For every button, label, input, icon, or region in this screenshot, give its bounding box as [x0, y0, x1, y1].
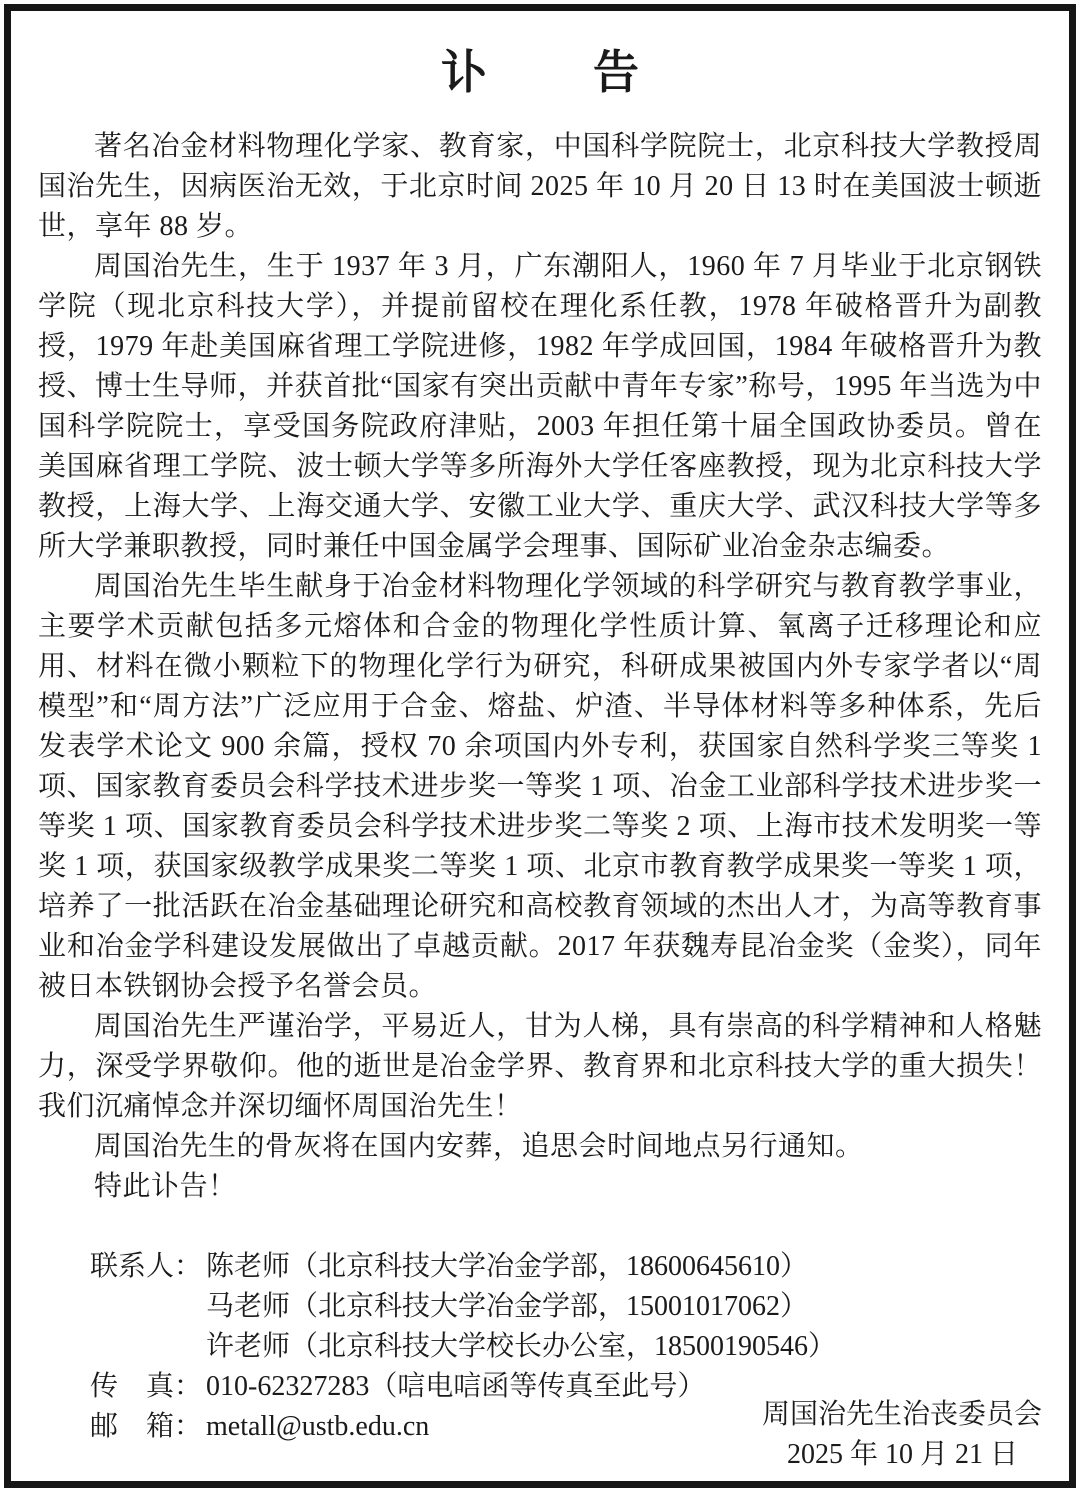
contact-row-ma [38, 1287, 1042, 1327]
notice-content [11, 11, 1069, 1481]
paragraph-burial-notice: 周国治先生的骨灰将在国内安葬，追思会时间地点另行通知。 [94, 1131, 864, 1162]
contact-indent [38, 1247, 90, 1287]
contact-label: 联系人： [90, 1251, 203, 1282]
signature-committee: 周国治先生治丧委员会 [761, 1399, 1042, 1430]
fax-value: 010-62327283（唁电唁函等传真至此号） [206, 1371, 706, 1402]
contact-value-xu: 许老师（北京科技大学校长办公室，18500190546） [206, 1331, 837, 1362]
contact-row-xu [38, 1327, 1042, 1367]
paragraph-tribute: 周国治先生严谨治学，平易近人，甘为人梯，具有崇高的科学精神和人格魅力，深受学界敬仰。他的逝世是冶金学界、教育界和北京科技大学的重大损失！我们沉痛悼念并深切缅怀周国治先生！ [38, 1011, 1042, 1122]
contact-label-spacer [90, 1327, 206, 1367]
email-label: 邮 箱： [90, 1411, 203, 1442]
contact-indent [38, 1287, 90, 1327]
paragraph-death-announcement: 著名冶金材料物理化学家、教育家，中国科学院院士，北京科技大学教授周国治先生，因病医治无效，于北京时间 2025 年 10 月 20 日 13 时在美国波士顿逝世，享年 88 岁。 [38, 131, 1042, 242]
contact-label-spacer [90, 1287, 206, 1327]
contact-value-ma: 马老师（北京科技大学冶金学部，15001017062） [206, 1291, 809, 1322]
notice-body [38, 127, 1042, 1207]
signature-block [762, 1395, 1042, 1475]
contact-indent [38, 1327, 90, 1367]
title-char-left: 讣 [441, 47, 487, 98]
notice-title [38, 45, 1042, 101]
paragraph-closing: 特此讣告！ [94, 1171, 237, 1202]
contact-indent [38, 1407, 90, 1447]
contact-indent [38, 1367, 90, 1407]
title-char-right: 告 [593, 47, 639, 98]
contact-row-chen [38, 1247, 1042, 1287]
fax-label: 传 真： [90, 1371, 203, 1402]
email-value: metall@ustb.edu.cn [206, 1411, 430, 1442]
contact-value-chen: 陈老师（北京科技大学冶金学部，18600645610） [206, 1251, 809, 1282]
paragraph-achievements: 周国治先生毕生献身于冶金材料物理化学领域的科学研究与教育教学事业，主要学术贡献包括多元熔体和合金的物理化学性质计算、氧离子迁移理论和应用、材料在微小颗粒下的物理化学行为研究，科研成果被国内外专家学者以“周模型”和“周方法”广泛应用于合金、熔盐、炉渣、半导体材料等多种体系，先后发表学术论文 900 余篇，授权 70 余项国内外专利，获国家自然科学奖三等奖 1 项、国家教育委员会科学技术进步奖一等奖 1 项、冶金工业部科学技术进步奖一等奖 1 项、国家教育委员会科学技术进步奖二等奖 2 项、上海市技术发明奖一等奖 1 项，获国家级教学成果奖二等奖 1 项、北京市教育教学成果奖一等奖 1 项，培养了一批活跃在冶金基础理论研究和高校教育领域的杰出人才，为高等教育事业和冶金学科建设发展做出了卓越贡献。2017 年获魏寿昆冶金奖（金奖），同年被日本铁钢协会授予名誉会员。 [38, 571, 1042, 1002]
signature-date: 2025 年 10 月 21 日 [786, 1439, 1018, 1470]
paragraph-biography: 周国治先生，生于 1937 年 3 月，广东潮阳人，1960 年 7 月毕业于北京钢铁学院（现北京科技大学），并提前留校在理化系任教，1978 年破格晋升为副教授，1979 年赴美国麻省理工学院进修，1982 年学成回国，1984 年破格晋升为教授、博士生导师，并获首批“国家有突出贡献中青年专家”称号，1995 年当选为中国科学院院士，享受国务院政府津贴，2003 年担任第十届全国政协委员。曾在美国麻省理工学院、波士顿大学等多所海外大学任客座教授，现为北京科技大学教授，上海大学、上海交通大学、安徽工业大学、重庆大学、武汉科技大学等多所大学兼职教授，同时兼任中国金属学会理事、国际矿业冶金杂志编委。 [38, 251, 1042, 562]
